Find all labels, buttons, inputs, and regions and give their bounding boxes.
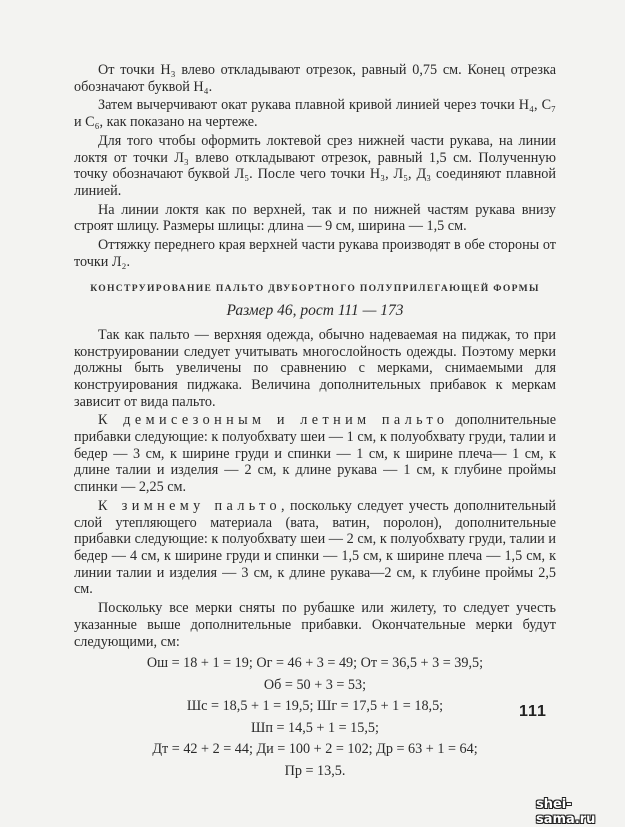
paragraph-coat-intro: Так как пальто — верхняя одежда, обычно надеваемая на пиджак, то при конструировании следует учитывать многослойность одежды. Поэтому мерки должны быть увеличены по сравнению с мерками, снимаемыми для конструирования пиджака. Величина дополнительных прибавок к меркам зависит от вида пальто. bbox=[74, 326, 556, 410]
paragraph-elbow-cut: Для того чтобы оформить локтевой срез нижней части рукава, на линии локтя от точки Л₃ влево откладывают отрезок, равный 1,5 см. Полученную точку обозначают буквой Л₅. После чего точки Н₃, Л₅, Д₃ соединяют плавной линией. bbox=[74, 132, 556, 199]
paragraph-slit: На линии локтя как по верхней, так и по нижней частям рукава внизу строят шлицу. Размеры шлицы: длина — 9 см, ширина — 1,5 см. bbox=[74, 201, 556, 235]
formula-line: Oш = 18 + 1 = 19; Oг = 46 + 3 = 49; Oт = 36,5 + 3 = 39,5; bbox=[146, 655, 484, 672]
section-subheading: Размер 46, рост 111 — 173 bbox=[226, 302, 404, 320]
formula-line: Шп = 14,5 + 1 = 15,5; bbox=[251, 719, 379, 736]
paragraph-demiseason bbox=[74, 412, 556, 496]
paragraph-stretching: Оттяжку переднего края верхней части рукава производят в обе стороны от точки Л₂. bbox=[74, 237, 556, 270]
winter-lead: К зимнему пальто bbox=[98, 497, 282, 514]
demiseason-text: дополнительные прибавки следующие: к полуобхвату шеи — 1 см, к полуобхвату груди, талии и бедер — 3 см, к ширине груди и спинки — 1 см, к ширине плеча— 1 см, к длине талии и изделия — 2 см, к длине рукава — 1 см, к глубине проймы спинки — 2,25 см. bbox=[74, 412, 557, 496]
book-page bbox=[74, 62, 556, 782]
paragraph-sleeve-curve: Затем вычерчивают окат рукава плавной кривой линией через точки Н₄, С₇ и С₆, как показано на чертеже. bbox=[74, 97, 556, 131]
formula-line: Дт = 42 + 2 = 44; Ди = 100 + 2 = 102; Др = 63 + 1 = 64; bbox=[152, 741, 478, 758]
watermark: shei-sama.ru bbox=[536, 797, 596, 827]
formula-line: Пр = 13,5. bbox=[284, 762, 346, 779]
formula-line: Oб = 50 + 3 = 53; bbox=[263, 676, 367, 693]
formula-line: Шс = 18,5 + 1 = 19,5; Шг = 17,5 + 1 = 18,5; bbox=[186, 698, 444, 715]
winter-text: , поскольку следует учесть дополнительный слой утепляющего материала (вата, ватин, поролон), дополнительные прибавки следующие: к полуобхвату шеи — 2 см, к полуобхвату груди, талии и бедер — 4 см, к ширине груди и спинки — 1,5 см, к ширине плеча — 1,5 см, к линии талии и изделия — 3 см, к длине рукава—2 см, к глубине проймы 2,5 см. bbox=[74, 497, 556, 598]
demiseason-lead: К демисезонным и летним пальто bbox=[98, 412, 449, 429]
paragraph-h4-point: От точки Н₃ влево откладывают отрезок, равный 0,75 см. Конец отрезка обозначают буквой Н₄. bbox=[74, 62, 556, 95]
formula-block bbox=[74, 653, 556, 782]
page-number: 111 bbox=[519, 703, 547, 720]
paragraph-final-measures: Поскольку все мерки сняты по рубашке или жилету, то следует учесть указанные выше дополнительные прибавки. Окончательные мерки будут следующими, см: bbox=[74, 600, 556, 650]
paragraph-winter bbox=[74, 498, 556, 598]
section-heading: КОНСТРУИРОВАНИЕ ПАЛЬТО ДВУБОРТНОГО ПОЛУПРИЛЕГАЮЩЕЙ ФОРМЫ bbox=[90, 283, 540, 295]
